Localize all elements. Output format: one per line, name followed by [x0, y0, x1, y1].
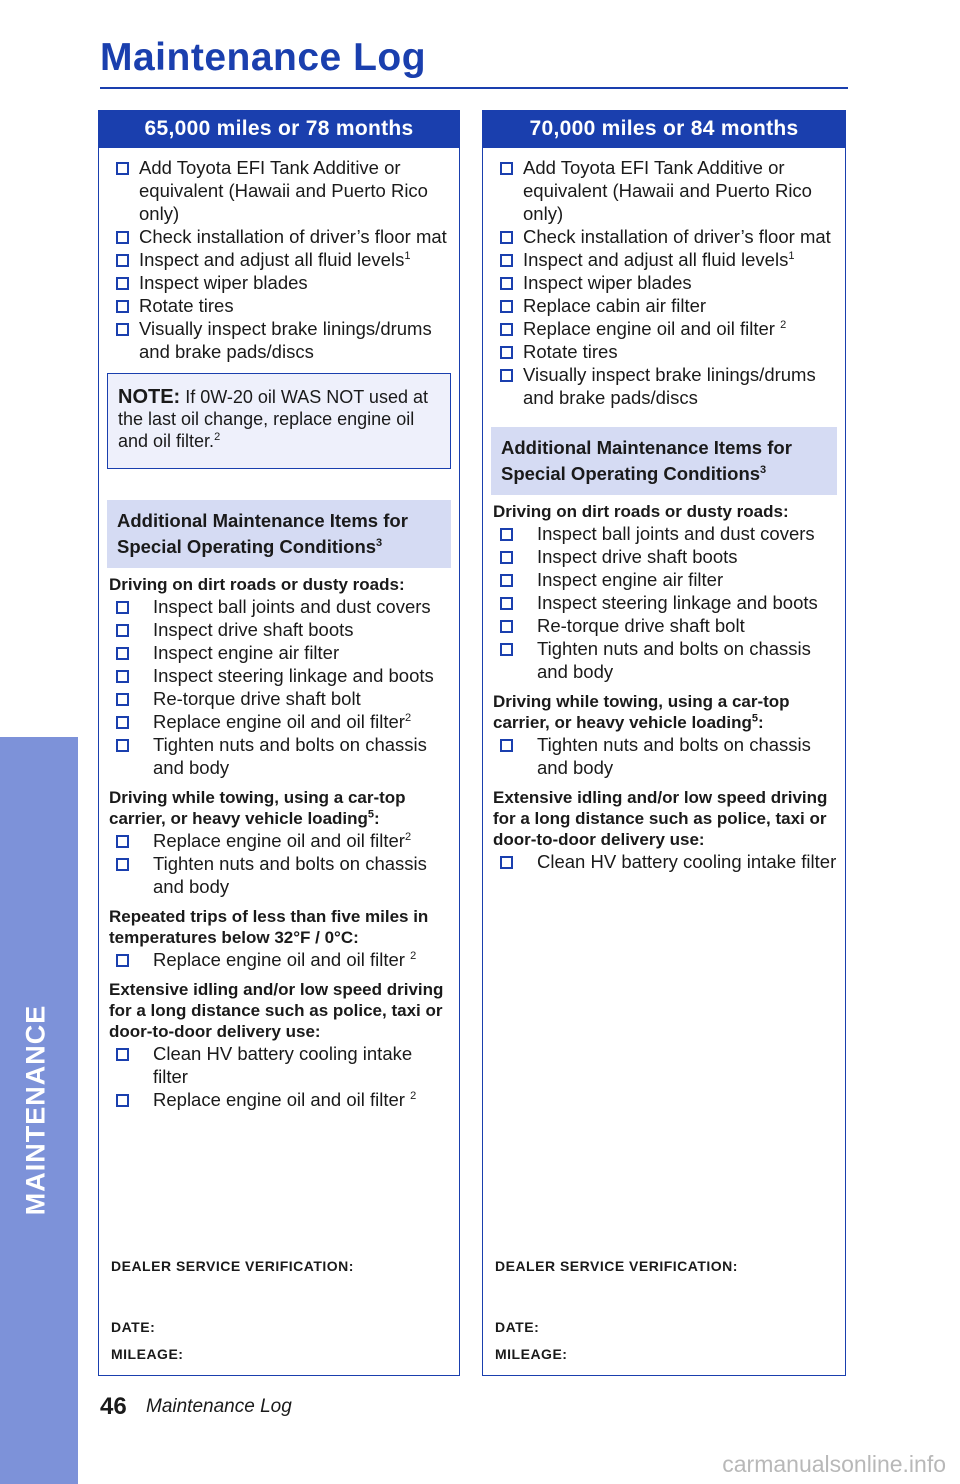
checklist-item	[107, 687, 451, 710]
checklist-item-text: Inspect drive shaft boots	[153, 619, 354, 640]
footnote-ref: 5	[751, 712, 759, 725]
checkbox[interactable]	[500, 528, 513, 541]
checklist-item	[107, 317, 451, 363]
footnote-ref: 5	[367, 808, 375, 821]
checkbox[interactable]	[116, 162, 129, 175]
footnote-ref: 2	[780, 318, 787, 331]
checkbox[interactable]	[116, 1048, 129, 1061]
checklist-item-text: Tighten nuts and bolts on chassis and body	[537, 638, 811, 682]
checklist-item	[107, 664, 451, 687]
checkbox[interactable]	[500, 856, 513, 869]
condition-heading	[491, 501, 837, 522]
checklist-item	[491, 271, 837, 294]
additional-sup: 3	[376, 536, 383, 549]
checklist-item	[491, 248, 837, 271]
checklist-item-text: Inspect steering linkage and boots	[537, 592, 818, 613]
checklist-item-text: Tighten nuts and bolts on chassis and body	[153, 853, 427, 897]
condition-title: Driving while towing, using a car-top carrier, or heavy vehicle loading	[109, 788, 406, 828]
checklist-item-text: Rotate tires	[523, 341, 618, 362]
checklist-item	[491, 733, 837, 779]
condition-heading	[107, 906, 451, 948]
checkbox[interactable]	[116, 716, 129, 729]
additional-sup: 3	[760, 463, 767, 476]
column-header: 70,000 miles or 84 months	[483, 110, 845, 148]
checklist-item-text: Inspect drive shaft boots	[537, 546, 738, 567]
footnote-ref: 1	[788, 249, 795, 262]
checkbox[interactable]	[500, 739, 513, 752]
checklist-item-text: Inspect and adjust all fluid levels	[139, 249, 405, 270]
checklist-item	[107, 733, 451, 779]
checklist-item-text: Inspect engine air filter	[537, 569, 724, 590]
checklist-item-text: Replace engine oil and oil filter	[153, 1089, 411, 1110]
mileage-label: MILEAGE:	[495, 1346, 568, 1362]
additional-title: Additional Maintenance Items for Special Operating Conditions	[501, 437, 792, 484]
checklist-item	[491, 591, 837, 614]
checklist-item-text: Inspect wiper blades	[139, 272, 308, 293]
checkbox[interactable]	[500, 323, 513, 336]
checklist-item-text: Tighten nuts and bolts on chassis and body	[153, 734, 427, 778]
checkbox[interactable]	[116, 277, 129, 290]
footnote-ref: 2	[404, 711, 412, 724]
checklist-item-text: Re-torque drive shaft bolt	[537, 615, 745, 636]
checkbox[interactable]	[116, 300, 129, 313]
checklist-item	[107, 618, 451, 641]
checklist-item-text: Check installation of driver’s floor mat	[523, 226, 831, 247]
checklist-item	[107, 1042, 451, 1088]
note-text: If 0W-20 oil WAS NOT used at the last oil change, replace engine oil and oil filter.	[118, 387, 428, 451]
checkbox[interactable]	[116, 954, 129, 967]
footnote-ref: 2	[410, 1089, 417, 1102]
side-tab-label: MAINTENANCE	[20, 1004, 51, 1216]
checklist-item-text: Inspect ball joints and dust covers	[153, 596, 431, 617]
checklist-item	[491, 850, 837, 873]
checklist-item	[107, 710, 451, 733]
checkbox[interactable]	[116, 231, 129, 244]
checkbox[interactable]	[116, 647, 129, 660]
checklist-item	[107, 852, 451, 898]
checkbox[interactable]	[116, 1094, 129, 1107]
column-header: 65,000 miles or 78 months	[99, 110, 459, 148]
checkbox[interactable]	[116, 670, 129, 683]
checklist-item-text: Inspect and adjust all fluid levels	[523, 249, 789, 270]
checkbox[interactable]	[500, 643, 513, 656]
checklist-item-text: Visually inspect brake linings/drums and brake pads/discs	[523, 364, 816, 408]
footnote-ref: 2	[410, 949, 417, 962]
checklist-item	[107, 948, 451, 971]
condition-heading	[107, 979, 451, 1042]
checkbox[interactable]	[500, 254, 513, 267]
checkbox[interactable]	[500, 346, 513, 359]
checklist-item	[107, 829, 451, 852]
checkbox[interactable]	[116, 323, 129, 336]
date-label: DATE:	[495, 1319, 540, 1335]
condition-title: Driving while towing, using a car-top carrier, or heavy vehicle loading	[493, 692, 790, 732]
condition-heading	[491, 787, 837, 850]
footnote-ref: 2	[404, 830, 412, 843]
condition-heading	[107, 787, 451, 829]
checklist-item	[107, 156, 451, 225]
checkbox[interactable]	[500, 231, 513, 244]
checklist-item	[107, 294, 451, 317]
column-70000	[482, 110, 846, 1376]
checklist-item	[491, 317, 837, 340]
checklist-item-text: Visually inspect brake linings/drums and brake pads/discs	[139, 318, 432, 362]
checklist-item-text: Replace engine oil and oil filter	[153, 949, 411, 970]
checklist-item-text: Inspect wiper blades	[523, 272, 692, 293]
checkbox[interactable]	[116, 739, 129, 752]
checklist-item-text: Clean HV battery cooling intake filter	[537, 851, 837, 872]
checklist-item-text: Tighten nuts and bolts on chassis and body	[537, 734, 811, 778]
note-label: NOTE:	[118, 386, 181, 408]
checklist-item-text: Rotate tires	[139, 295, 234, 316]
title-divider	[100, 87, 848, 89]
checklist-item-text: Replace engine oil and oil filter	[153, 711, 405, 732]
condition-title: Extensive idling and/or low speed driving for a long distance such as police, taxi or door-to-door delivery use:	[493, 788, 828, 849]
checkbox[interactable]	[500, 300, 513, 313]
checkbox[interactable]	[116, 624, 129, 637]
watermark: carmanualsonline.info	[722, 1451, 946, 1477]
checkbox[interactable]	[500, 620, 513, 633]
checkbox[interactable]	[116, 835, 129, 848]
checkbox[interactable]	[500, 551, 513, 564]
condition-title-suffix: :	[758, 713, 764, 732]
condition-title-suffix: :	[374, 809, 380, 828]
checklist-item-text: Add Toyota EFI Tank Additive or equivalent (Hawaii and Puerto Rico only)	[139, 157, 428, 224]
condition-heading	[107, 574, 451, 595]
dealer-verification-label: DEALER SERVICE VERIFICATION:	[111, 1258, 354, 1274]
dealer-verification-label: DEALER SERVICE VERIFICATION:	[495, 1258, 738, 1274]
checkbox[interactable]	[116, 858, 129, 871]
condition-heading	[491, 691, 837, 733]
checklist-item-text: Replace engine oil and oil filter	[523, 318, 781, 339]
checklist-item-text: Re-torque drive shaft bolt	[153, 688, 361, 709]
additional-items-heading	[107, 500, 451, 568]
checklist-item	[491, 522, 837, 545]
date-label: DATE:	[111, 1319, 156, 1335]
footnote-ref: 1	[404, 249, 411, 262]
checklist-item-text: Replace cabin air filter	[523, 295, 707, 316]
checklist-item-text: Inspect ball joints and dust covers	[537, 523, 815, 544]
column-65000	[98, 110, 460, 1376]
checklist-item-text: Inspect steering linkage and boots	[153, 665, 434, 686]
checklist-item	[491, 340, 837, 363]
checklist-item	[491, 156, 837, 225]
checklist-item	[107, 248, 451, 271]
note-sup: 2	[214, 431, 221, 443]
checklist-item	[491, 363, 837, 409]
condition-title: Extensive idling and/or low speed driving for a long distance such as police, taxi or door-to-door delivery use:	[109, 980, 444, 1041]
additional-items-heading	[491, 427, 837, 495]
checkbox[interactable]	[500, 277, 513, 290]
checkbox[interactable]	[116, 693, 129, 706]
note-box	[107, 373, 451, 469]
additional-title: Additional Maintenance Items for Special Operating Conditions	[117, 510, 408, 557]
checklist-item-text: Clean HV battery cooling intake filter	[153, 1043, 413, 1087]
page-number: 46	[100, 1393, 127, 1420]
checkbox[interactable]	[500, 162, 513, 175]
checklist-item	[107, 641, 451, 664]
condition-title: Driving on dirt roads or dusty roads:	[493, 502, 789, 521]
checklist-item-text: Replace engine oil and oil filter	[153, 830, 405, 851]
checklist-item	[491, 568, 837, 591]
mileage-label: MILEAGE:	[111, 1346, 184, 1362]
checklist-item-text: Add Toyota EFI Tank Additive or equivalent (Hawaii and Puerto Rico only)	[523, 157, 812, 224]
condition-title: Repeated trips of less than five miles in temperatures below 32°F / 0°C:	[109, 907, 429, 947]
checklist-item	[491, 225, 837, 248]
checklist-item-text: Inspect engine air filter	[153, 642, 340, 663]
checkbox[interactable]	[500, 574, 513, 587]
footer-section-title: Maintenance Log	[146, 1396, 292, 1417]
checklist-item	[491, 614, 837, 637]
checklist-item	[107, 271, 451, 294]
checklist-item	[107, 225, 451, 248]
condition-title: Driving on dirt roads or dusty roads:	[109, 575, 405, 594]
checkbox[interactable]	[116, 254, 129, 267]
checkbox[interactable]	[500, 369, 513, 382]
checklist-item	[491, 294, 837, 317]
checklist-item	[491, 545, 837, 568]
checklist-item	[491, 637, 837, 683]
checkbox[interactable]	[500, 597, 513, 610]
checklist-item	[107, 595, 451, 618]
checklist-item-text: Check installation of driver’s floor mat	[139, 226, 447, 247]
page-title: Maintenance Log	[100, 36, 427, 79]
checkbox[interactable]	[116, 601, 129, 614]
checklist-item	[107, 1088, 451, 1111]
